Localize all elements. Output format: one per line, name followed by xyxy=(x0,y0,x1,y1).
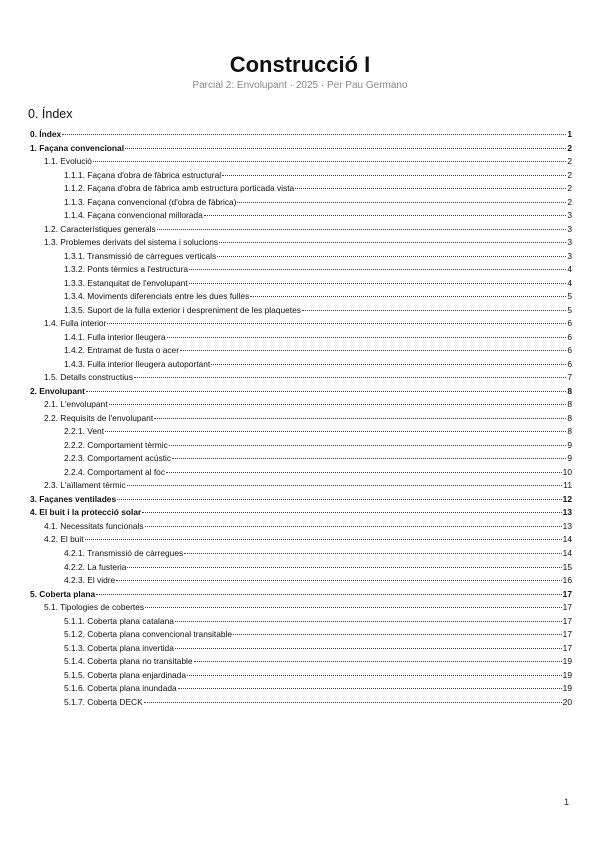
toc-entry-label: 4.2.1. Transmissió de càrregues xyxy=(64,547,184,558)
toc-entry-label: 3. Façanes ventilades xyxy=(30,493,117,504)
toc-entry[interactable] xyxy=(30,197,572,211)
toc-entry[interactable] xyxy=(30,372,572,386)
toc-dot-leader xyxy=(93,161,566,162)
toc-entry-label: 2.3. L'aïllament tèrmic xyxy=(44,480,126,491)
toc-dot-leader xyxy=(233,634,562,635)
toc-entry[interactable] xyxy=(30,156,572,170)
toc-entry-page: 2 xyxy=(567,156,572,167)
toc-entry[interactable] xyxy=(30,602,572,616)
toc-dot-leader xyxy=(166,472,562,473)
toc-entry-label: 4.2.3. El vidre xyxy=(64,575,116,586)
toc-entry-page: 17 xyxy=(562,642,572,653)
toc-entry-page: 1 xyxy=(567,129,572,139)
toc-entry-page: 14 xyxy=(562,534,572,545)
toc-entry-page: 3 xyxy=(567,250,572,261)
document-subtitle: Parcial 2: Envolupant · 2025 · Per Pau Germano xyxy=(192,80,408,91)
toc-entry[interactable] xyxy=(30,413,572,427)
toc-entry[interactable] xyxy=(30,332,572,346)
toc-entry[interactable] xyxy=(30,305,572,319)
toc-dot-leader xyxy=(219,242,566,243)
toc-entry-page: 16 xyxy=(562,575,572,586)
toc-entry-label: 1.3.2. Ponts tèrmics a l'estructura xyxy=(64,264,189,275)
toc-dot-leader xyxy=(189,269,566,270)
toc-entry-page: 13 xyxy=(562,520,572,531)
page-number: 1 xyxy=(564,797,570,807)
toc-entry-label: 1.4.1. Fulla interior lleugera xyxy=(64,331,166,342)
toc-entry[interactable] xyxy=(30,616,572,630)
toc-entry-page: 6 xyxy=(567,318,572,329)
toc-entry-label: 4.2.2. La fusteria xyxy=(64,561,127,572)
toc-entry-label: 5. Coberta plana xyxy=(30,588,96,599)
toc-entry-page: 2 xyxy=(567,196,572,207)
toc-dot-leader xyxy=(217,256,566,257)
toc-dot-leader xyxy=(222,175,566,176)
toc-entry-label: 5.1.3. Coberta plana invertida xyxy=(64,642,174,653)
toc-entry-page: 19 xyxy=(562,683,572,694)
toc-entry-page: 19 xyxy=(562,656,572,667)
toc-entry-page: 8 xyxy=(567,385,572,396)
toc-entry-label: 1.3.4. Moviments diferencials entre les dues fulles xyxy=(64,291,250,302)
toc-entry-label: 2.2.4. Comportament al foc xyxy=(64,466,166,477)
toc-entry[interactable] xyxy=(30,697,572,711)
section-heading: 0. Índex xyxy=(28,107,73,121)
toc-entry[interactable] xyxy=(30,359,572,373)
toc-entry[interactable] xyxy=(30,143,572,157)
toc-entry-label: 4.2. El buit xyxy=(44,534,84,545)
toc-dot-leader xyxy=(178,688,562,689)
toc-dot-leader xyxy=(250,296,566,297)
toc-entry-page: 3 xyxy=(567,210,572,221)
toc-entry-label: 1.1.4. Façana convencional millorada xyxy=(64,210,203,221)
toc-dot-leader xyxy=(117,499,562,500)
toc-entry-page: 8 xyxy=(567,426,572,437)
toc-entry[interactable] xyxy=(30,345,572,359)
toc-entry[interactable] xyxy=(30,386,572,400)
toc-entry[interactable] xyxy=(30,562,572,576)
toc-entry[interactable] xyxy=(30,426,572,440)
toc-entry[interactable] xyxy=(30,264,572,278)
toc-entry-page: 2 xyxy=(567,183,572,194)
toc-entry-page: 7 xyxy=(567,372,572,383)
toc-entry[interactable] xyxy=(30,453,572,467)
toc-entry-page: 6 xyxy=(567,331,572,342)
toc-entry[interactable] xyxy=(30,399,572,413)
toc-entry-label: 1.5. Detalls constructius xyxy=(44,372,133,383)
toc-entry-label: 1.2. Característiques generals xyxy=(44,223,156,234)
toc-entry-page: 3 xyxy=(567,223,572,234)
toc-entry-label: 5.1.4. Coberta plana no transitable xyxy=(64,656,193,667)
toc-entry-page: 13 xyxy=(562,507,572,518)
toc-entry[interactable] xyxy=(30,291,572,305)
toc-entry-page: 20 xyxy=(562,696,572,707)
toc-entry[interactable] xyxy=(30,494,572,508)
toc-dot-leader xyxy=(86,391,566,392)
toc-dot-leader xyxy=(145,607,562,608)
toc-entry-page: 5 xyxy=(567,291,572,302)
toc-dot-leader xyxy=(145,526,562,527)
toc-dot-leader xyxy=(127,485,563,486)
toc-entry-label: 1.3. Problemes derivats del sistema i solucions xyxy=(44,237,219,248)
toc-entry-label: 1.3.5. Suport de la fulla exterior i despreniment de les plaquetes xyxy=(64,304,301,315)
toc-entry[interactable] xyxy=(30,183,572,197)
toc-dot-leader xyxy=(142,512,561,513)
toc-entry[interactable] xyxy=(30,656,572,670)
toc-dot-leader xyxy=(127,567,561,568)
toc-entry[interactable] xyxy=(30,575,572,589)
toc-entry-page: 11 xyxy=(563,480,572,491)
toc-entry-label: 5.1. Tipologies de cobertes xyxy=(44,602,145,613)
toc-entry-label: 1. Façana convencional xyxy=(30,142,125,153)
toc-dot-leader xyxy=(172,458,566,459)
toc-entry-label: 1.4.3. Fulla interior lleugera autoportant xyxy=(64,358,211,369)
toc-entry-label: 2. Envolupant xyxy=(30,385,85,396)
toc-dot-leader xyxy=(189,283,567,284)
toc-dot-leader xyxy=(175,621,562,622)
toc-entry[interactable] xyxy=(30,629,572,643)
toc-entry[interactable] xyxy=(30,440,572,454)
toc-dot-leader xyxy=(169,445,567,446)
toc-entry-page: 2 xyxy=(567,142,572,153)
toc-entry-label: 2.2.2. Comportament tèrmic xyxy=(64,439,168,450)
toc-entry-page: 6 xyxy=(567,345,572,356)
toc-entry[interactable] xyxy=(30,210,572,224)
toc-entry[interactable] xyxy=(30,251,572,265)
toc-entry[interactable] xyxy=(30,467,572,481)
toc-entry-label: 1.3.3. Estanquitat de l'envolupant xyxy=(64,277,188,288)
toc-dot-leader xyxy=(194,661,562,662)
toc-dot-leader xyxy=(184,553,562,554)
toc-dot-leader xyxy=(109,404,567,405)
toc-entry[interactable] xyxy=(30,129,572,143)
toc-entry-label: 1.1. Evolució xyxy=(44,156,92,167)
toc-dot-leader xyxy=(96,594,562,595)
toc-entry-page: 10 xyxy=(562,466,572,477)
toc-entry-page: 17 xyxy=(562,615,572,626)
toc-entry-label: 1.4.2. Entramat de fusta o acer xyxy=(64,345,179,356)
toc-dot-leader xyxy=(107,323,566,324)
toc-entry-label: 4.1. Necessitats funcionals xyxy=(44,520,144,531)
toc-dot-leader xyxy=(187,675,562,676)
toc-entry[interactable] xyxy=(30,521,572,535)
toc-entry[interactable] xyxy=(30,278,572,292)
toc-entry-label: 5.1.5. Coberta plana enjardinada xyxy=(64,669,186,680)
toc-dot-leader xyxy=(116,580,561,581)
toc-entry-page: 8 xyxy=(567,412,572,423)
toc-entry-label: 5.1.6. Coberta plana inundada xyxy=(64,683,177,694)
toc-entry-label: 2.2. Requisits de l'envolupant xyxy=(44,412,154,423)
toc-entry-label: 1.1.3. Façana convencional (d'obra de fàbrica) xyxy=(64,196,237,207)
toc-entry-page: 17 xyxy=(562,602,572,613)
toc-dot-leader xyxy=(211,364,566,365)
toc-entry-label: 1.3.1. Transmissió de càrregues verticals xyxy=(64,250,217,261)
toc-entry-page: 4 xyxy=(567,277,572,288)
toc-dot-leader xyxy=(144,702,562,703)
toc-entry-page: 15 xyxy=(562,561,572,572)
toc-entry[interactable] xyxy=(30,548,572,562)
toc-entry-label: 5.1.2. Coberta plana convencional transitable xyxy=(64,629,233,640)
toc-entry-page: 2 xyxy=(567,169,572,180)
toc-entry-page: 14 xyxy=(562,547,572,558)
toc-entry[interactable] xyxy=(30,318,572,332)
toc-dot-leader xyxy=(125,148,566,149)
toc-entry[interactable] xyxy=(30,507,572,521)
toc-dot-leader xyxy=(167,337,567,338)
toc-entry-label: 1.4. Fulla interior xyxy=(44,318,107,329)
toc-dot-leader xyxy=(175,648,562,649)
toc-entry-page: 8 xyxy=(567,399,572,410)
toc-entry[interactable] xyxy=(30,170,572,184)
toc-entry[interactable] xyxy=(30,683,572,697)
toc-entry-label: 2.1. L'envolupant xyxy=(44,399,108,410)
toc-entry-label: 5.1.1. Coberta plana catalana xyxy=(64,615,174,626)
toc-dot-leader xyxy=(157,229,567,230)
toc-entry-label: 1.1.2. Façana d'obra de fàbrica amb estructura porticada vista xyxy=(64,183,295,194)
toc-dot-leader xyxy=(204,215,567,216)
toc-entry-page: 17 xyxy=(562,588,572,599)
toc-entry[interactable] xyxy=(30,589,572,603)
document-title: Construcció I xyxy=(229,52,371,77)
toc-dot-leader xyxy=(154,418,566,419)
toc-entry[interactable] xyxy=(30,237,572,251)
toc-entry-page: 9 xyxy=(567,439,572,450)
toc-entry-page: 19 xyxy=(562,669,572,680)
toc-dot-leader xyxy=(295,188,566,189)
toc-dot-leader xyxy=(85,539,562,540)
toc-entry-page: 17 xyxy=(562,629,572,640)
toc-dot-leader xyxy=(180,350,566,351)
toc-entry-page: 3 xyxy=(567,237,572,248)
toc-entry[interactable] xyxy=(30,643,572,657)
toc-entry-label: 0. Índex xyxy=(30,129,62,139)
toc-entry-page: 5 xyxy=(567,304,572,315)
toc-entry-label: 2.2.3. Comportament acústic xyxy=(64,453,172,464)
toc-entry-page: 9 xyxy=(567,453,572,464)
toc-dot-leader xyxy=(302,310,566,311)
toc-dot-leader xyxy=(62,134,566,135)
toc-entry-label: 2.2.1. Vent xyxy=(64,426,105,437)
toc-entry[interactable] xyxy=(30,224,572,238)
toc-entry-page: 12 xyxy=(562,493,572,504)
toc-entry[interactable] xyxy=(30,480,572,494)
toc-dot-leader xyxy=(105,431,566,432)
toc-dot-leader xyxy=(237,202,566,203)
table-of-contents xyxy=(30,129,572,710)
toc-entry[interactable] xyxy=(30,670,572,684)
toc-entry[interactable] xyxy=(30,534,572,548)
toc-dot-leader xyxy=(134,377,566,378)
toc-entry-page: 6 xyxy=(567,358,572,369)
toc-entry-label: 1.1.1. Façana d'obra de fàbrica estructural xyxy=(64,169,222,180)
toc-entry-label: 5.1.7. Coberta DECK xyxy=(64,696,143,707)
toc-entry-page: 4 xyxy=(567,264,572,275)
toc-entry-label: 4. El buit i la protecció solar xyxy=(30,507,142,518)
